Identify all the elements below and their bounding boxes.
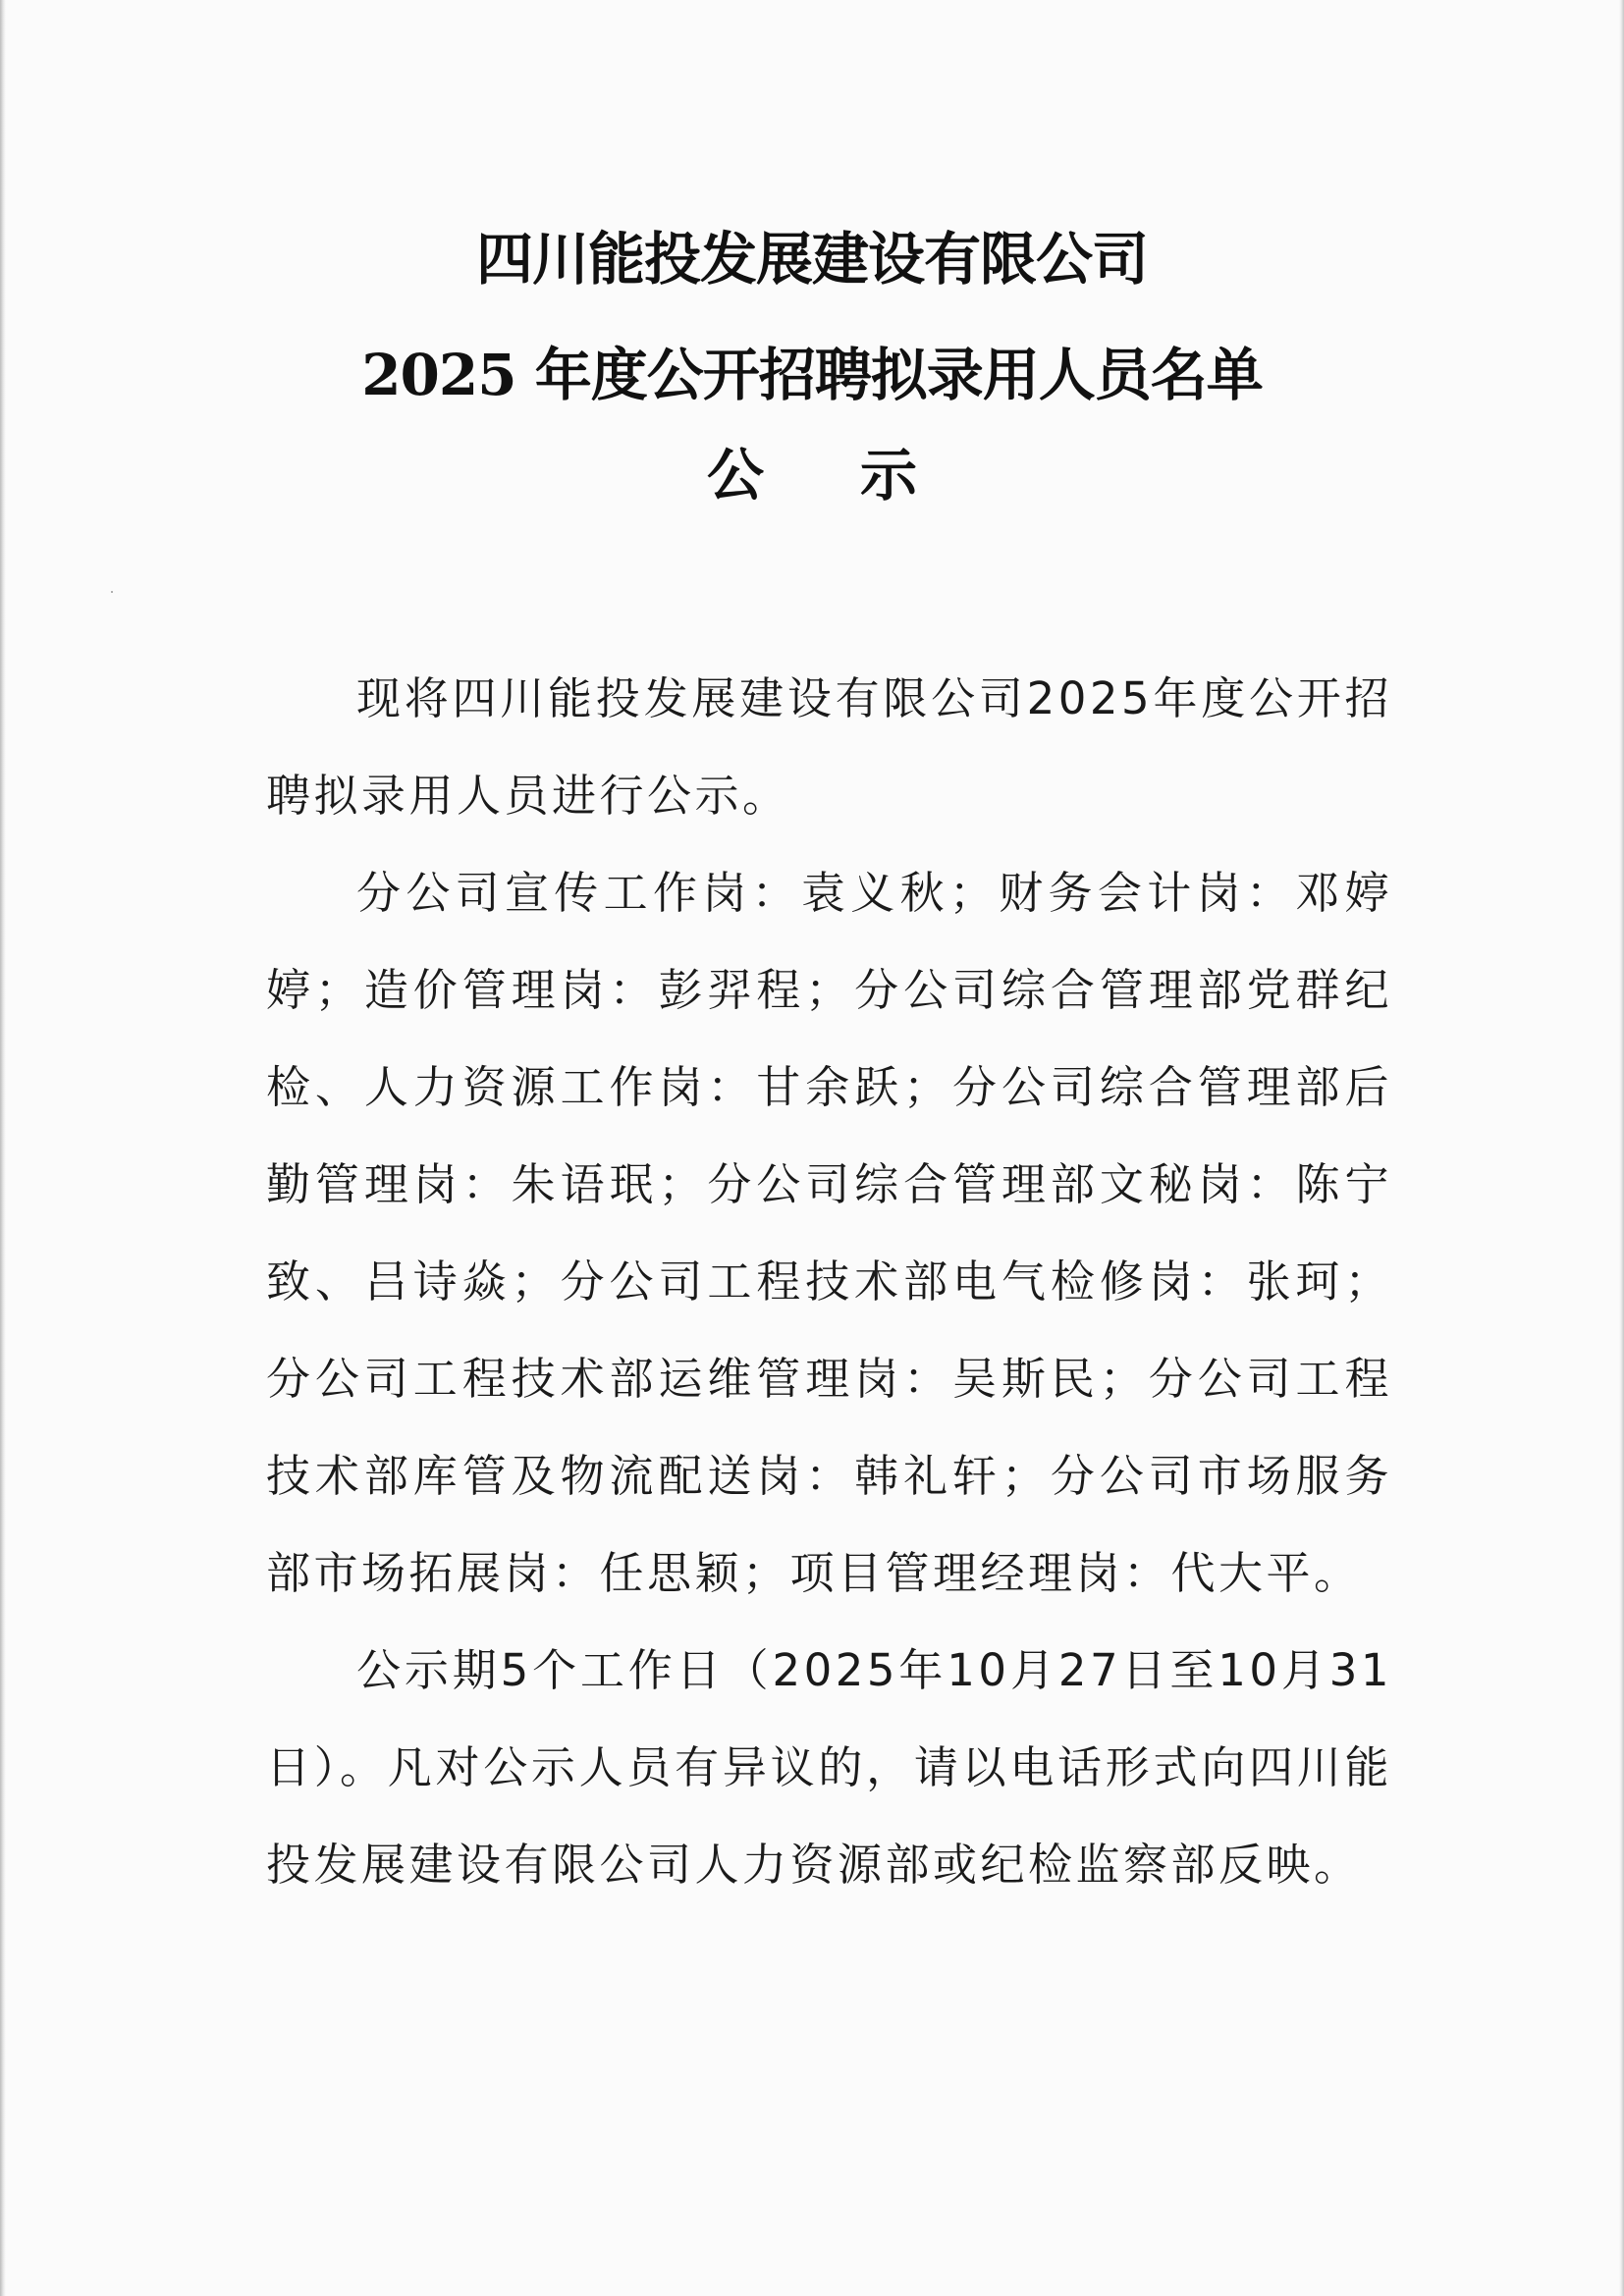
candidate-list-paragraph: 分公司宣传工作岗：袁义秋；财务会计岗：邓婷婷；造价管理岗：彭羿程；分公司综合管理部党群纪检、人力资源工作岗：甘余跃；分公司综合管理部后勤管理岗：朱语珉；分公司综合管理部文秘岗：陈宁致、吕诗焱；分公司工程技术部电气检修岗：张珂；分公司工程技术部运维管理岗：吴斯民；分公司工程技术部库管及物流配送岗：韩礼轩；分公司市场服务部市场拓展岗：任思颖；项目管理经理岗：代大平。: [266, 867, 1392, 1599]
intro-paragraph: 现将四川能投发展建设有限公司2025年度公开招聘拟录用人员进行公示。: [266, 672, 1392, 822]
title-list-name: 2025 年度公开招聘拟录用人员名单: [361, 342, 1263, 408]
title-company: 四川能投发展建设有限公司: [475, 226, 1148, 293]
notice-period-paragraph: 公示期5个工作日（2025年10月27日至10月31日）。凡对公示人员有异议的，请以电话形式向四川能投发展建设有限公司人力资源部或纪检监察部反映。: [266, 1644, 1392, 1891]
title-notice: 公示: [706, 442, 1013, 508]
scan-speck: [111, 591, 113, 593]
